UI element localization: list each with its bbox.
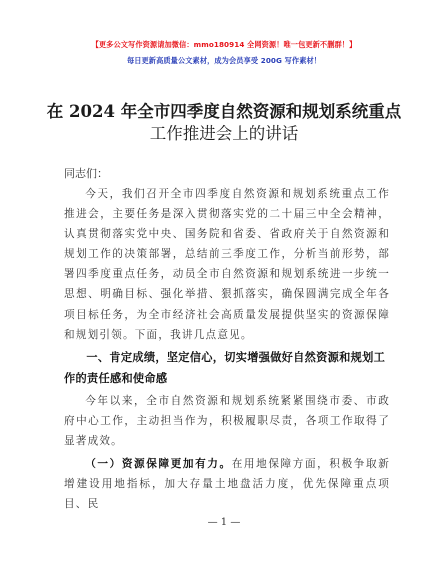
promo-banner-red: 【更多公文写作资源请加微信：mmo180914 全网资源！唯一包更新不删群！】 xyxy=(91,40,357,49)
paragraph-resource-guarantee xyxy=(64,454,390,514)
section-heading-1: 一、肯定成绩，坚定信心，切实增强做好自然资源和规划工作的责任感和使命感 xyxy=(64,351,386,385)
paragraph-intro: 今天，我们召开全市四季度自然资源和规划系统重点工作推进会，主要任务是深入贯彻落实党的二十届三中全会精神，认真贯彻落实党中央、国务院和省委、省政府关于自然资源和规划工作的决策部署，总结前三季度工作，分析当前形势，部署四季度重点任务，动员全市自然资源和规划系统进一步统一思想、明确目标、强化举措、狠抓落实，确保圆满完成全年各项目标任务，为全市经济社会高质量发展提供坚实的资源保障和规划引领。下面，我讲几点意见。 xyxy=(64,188,390,341)
subsection-text: 在用地保障方面，积极争取新增建设用地指标，加大存量土地盘活力度，优先保障重点项目、民 xyxy=(64,458,390,511)
document-title-line2: 工作推进会上的讲话 xyxy=(149,124,299,143)
salutation: 同志们： xyxy=(64,167,108,180)
page-number: — 1 — xyxy=(207,517,241,528)
subsection-lead: （一）资源保障更加有力。 xyxy=(85,458,232,470)
promo-banner-blue: 每日更新高质量公文素材，成为会员享受 200G 写作素材！ xyxy=(126,56,322,65)
document-title-line1: 在 2024 年全市四季度自然资源和规划系统重点 xyxy=(46,102,402,121)
paragraph-achievements: 今年以来，全市自然资源和规划系统紧紧围绕市委、市政府中心工作，主动担当作为，积极履职尽责，各项工作取得了显著成效。 xyxy=(64,395,390,448)
